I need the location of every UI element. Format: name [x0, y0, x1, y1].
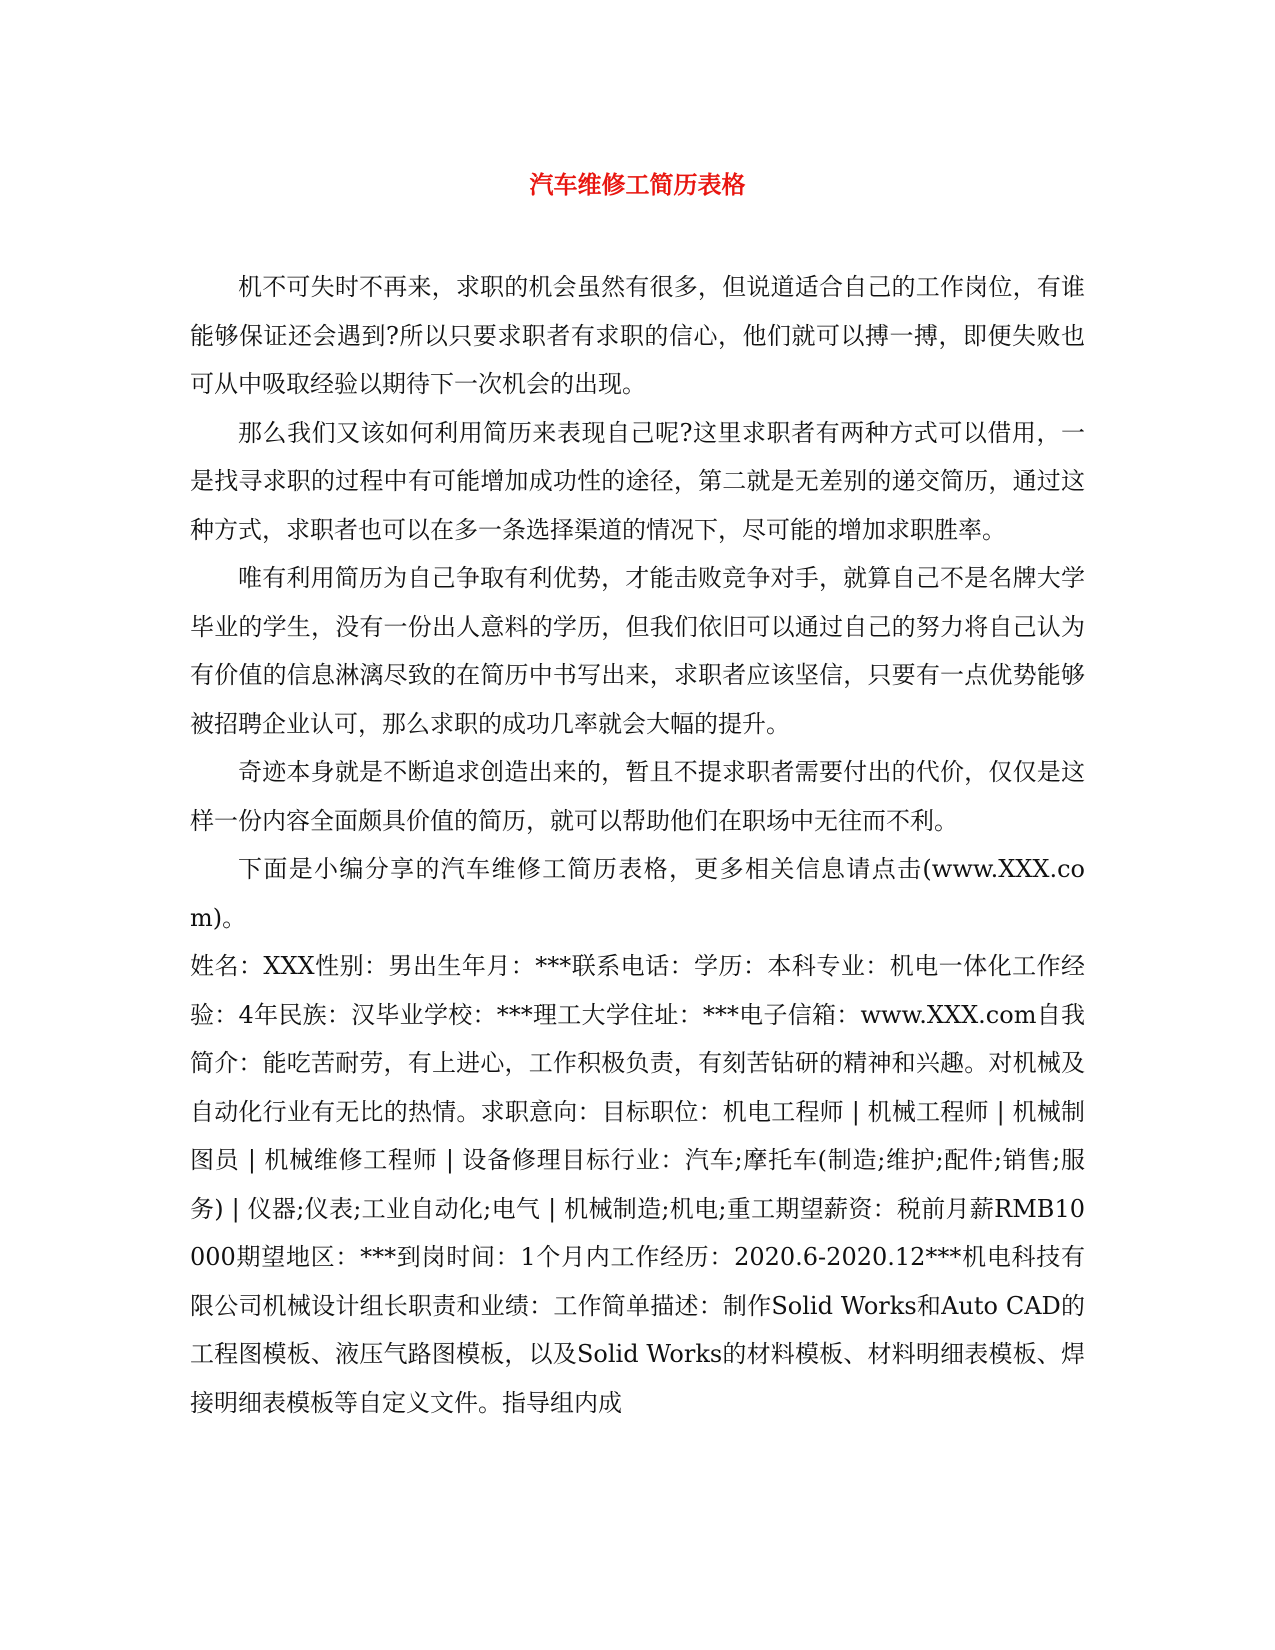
intro-paragraph-4: 奇迹本身就是不断追求创造出来的，暂且不提求职者需要付出的代价，仅仅是这样一份内容全面颇具价值的简历，就可以帮助他们在职场中无往而不利。: [190, 758, 1085, 835]
document-body: [190, 263, 1085, 1427]
intro-paragraph-1: 机不可失时不再来，求职的机会虽然有很多，但说道适合自己的工作岗位，有谁能够保证还会遇到?所以只要求职者有求职的信心，他们就可以搏一搏，即便失败也可从中吸取经验以期待下一次机会的出现。: [190, 273, 1085, 398]
resume-details-paragraph: 姓名：XXX性别：男出生年月：***联系电话：学历：本科专业：机电一体化工作经验：4年民族：汉毕业学校：***理工大学住址：***电子信箱：www.XXX.com自我简介：能吃苦耐劳，有上进心，工作积极负责，有刻苦钻研的精神和兴趣。对机械及自动化行业有无比的热情。求职意向：目标职位：机电工程师 | 机械工程师 | 机械制图员 | 机械维修工程师 | 设备修理目标行业：汽车;摩托车(制造;维护;配件;销售;服务) | 仪器;仪表;工业自动化;电气 | 机械制造;机电;重工期望薪资：税前月薪RMB10000期望地区：***到岗时间：1个月内工作经历：2020.6-2020.12***机电科技有限公司机械设计组长职责和业绩：工作简单描述：制作Solid Works和Auto CAD的工程图模板、液压气路图模板，以及Solid Works的材料模板、材料明细表模板、焊接明细表模板等自定义文件。指导组内成: [190, 952, 1085, 1417]
intro-paragraph-2: 那么我们又该如何利用简历来表现自己呢?这里求职者有两种方式可以借用，一是找寻求职的过程中有可能增加成功性的途径，第二就是无差别的递交简历，通过这种方式，求职者也可以在多一条选择渠道的情况下，尽可能的增加求职胜率。: [190, 418, 1085, 544]
document-title: 汽车维修工简历表格: [529, 170, 746, 199]
intro-paragraph-3: 唯有利用简历为自己争取有利优势，才能击败竞争对手，就算自己不是名牌大学毕业的学生，没有一份出人意料的学历，但我们依旧可以通过自己的努力将自己认为有价值的信息淋漓尽致的在简历中书写出来，求职者应该坚信，只要有一点优势能够被招聘企业认可，那么求职的成功几率就会大幅的提升。: [190, 564, 1085, 738]
intro-paragraph-5: 下面是小编分享的汽车维修工简历表格，更多相关信息请点击(www.XXX.com)。: [190, 855, 1085, 932]
